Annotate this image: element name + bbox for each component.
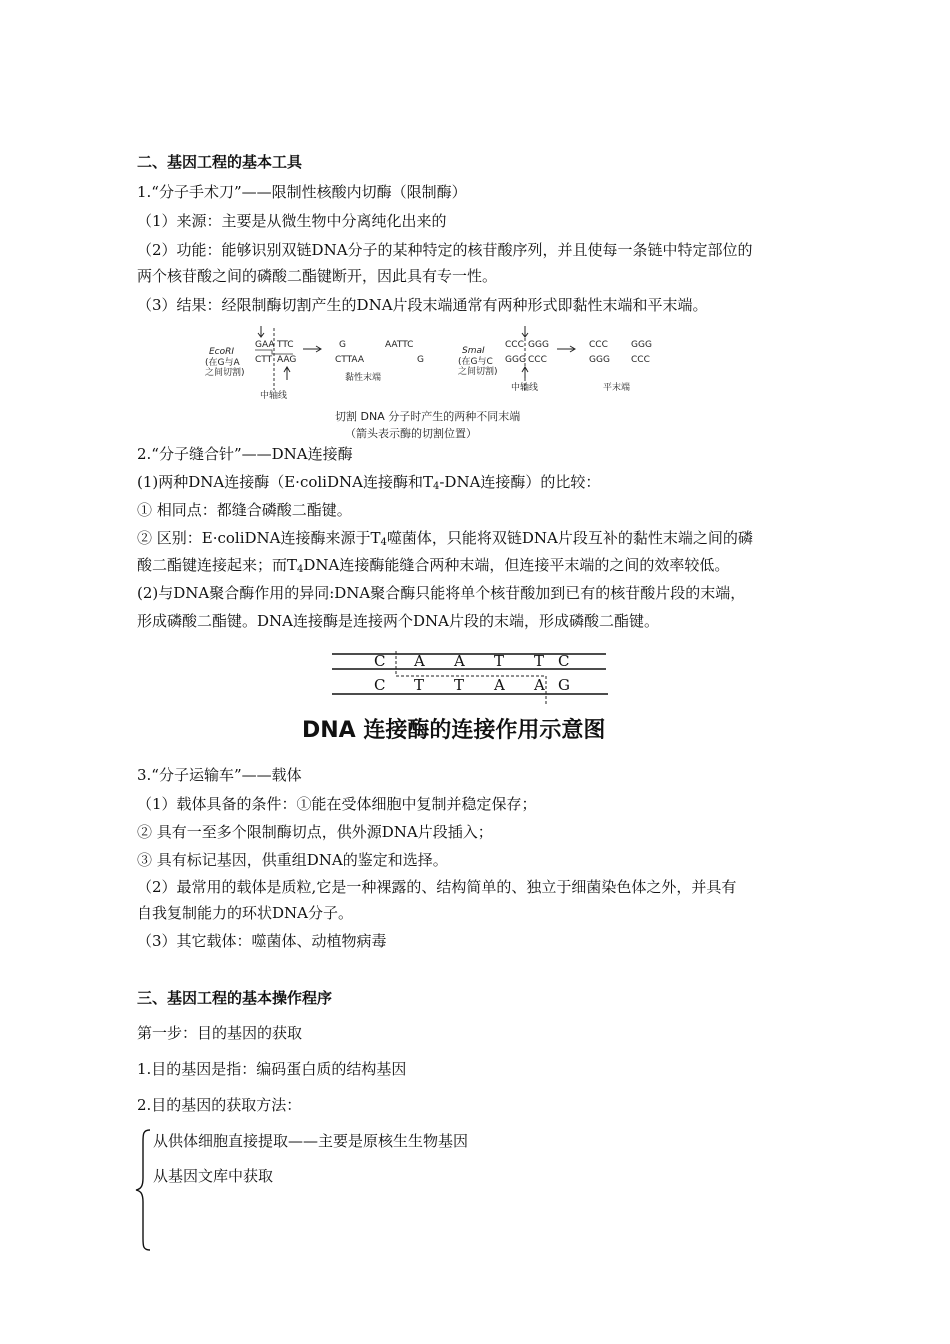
seq-gaa: GAA — [255, 340, 275, 350]
blunt-ggg2: GGG — [589, 355, 610, 365]
item2-title: 2.“分子缝合针”——DNA连接酶 — [137, 445, 353, 463]
item2-diff-a-post: 噬菌体，只能将双链DNA片段互补的黏性末端之间的磷 — [386, 529, 753, 547]
item1-result: （3）结果：经限制酶切割产生的DNA片段末端通常有两种形式即黏性末端和平末端。 — [137, 296, 708, 314]
item1-title: 1.“分子手术刀”——限制性核酸内切酶（限制酶） — [137, 183, 467, 201]
item2-polymerase-line1: (2)与DNA聚合酶作用的异同:DNA聚合酶只能将单个核苷酸加到已有的核苷酸片段的末端， — [137, 584, 746, 602]
top-strand-base-2: A — [414, 652, 425, 670]
axis-label-2: 中轴线 — [511, 383, 539, 393]
sticky-g2: G — [417, 355, 424, 365]
top-strand-base-5: T — [534, 652, 545, 670]
section3-heading: 三、基因工程的基本操作程序 — [137, 989, 333, 1007]
item2-diff-a-sub: 4 — [380, 537, 387, 548]
section2-heading: 二、基因工程的基本工具 — [137, 153, 303, 171]
bottom-strand-base-2: T — [414, 676, 425, 694]
bottom-strand-base-1: C — [374, 676, 386, 694]
axis-label-1: 中轴线 — [260, 391, 288, 401]
fig1-caption2: （箭头表示酶的切割位置） — [345, 427, 477, 440]
bottom-strand-base-6: G — [558, 676, 570, 694]
method-direct-extraction: 从供体细胞直接提取——主要是原核生生物基因 — [153, 1132, 469, 1150]
sticky-g: G — [339, 340, 346, 350]
step1: 第一步：目的基因的获取 — [137, 1024, 303, 1042]
smai-label: SmaⅠ — [462, 346, 485, 356]
item2-compare-sub: 4 — [432, 481, 440, 492]
seq-ttc: TTC — [277, 340, 294, 350]
target-gene-definition: 1.目的基因是指：编码蛋白质的结构基因 — [137, 1060, 407, 1078]
item2-diff-line2 — [137, 555, 729, 580]
item2-same: ① 相同点：都缝合磷酸二酯键。 — [137, 501, 352, 519]
brace — [133, 1128, 153, 1252]
item2-polymerase-line2: 形成磷酸二酯键。DNA连接酶是连接两个DNA片段的末端，形成磷酸二酯键。 — [137, 612, 659, 630]
item3-condition2: ② 具有一至多个限制酶切点，供外源DNA片段插入； — [137, 823, 493, 841]
restriction-cut-figure — [195, 322, 675, 444]
top-strand-base-1: C — [374, 652, 386, 670]
sticky-aattc: AATTC — [385, 340, 414, 350]
ligase-figure — [296, 645, 656, 745]
bottom-strand-base-5: A — [534, 676, 545, 694]
seq-ggg2: GGG — [505, 355, 526, 365]
seq-aag: AAG — [277, 355, 297, 365]
target-gene-methods: 2.目的基因的获取方法： — [137, 1096, 302, 1114]
item1-function-line2: 两个核苷酸之间的磷酸二酯键断开，因此具有专一性。 — [137, 267, 498, 285]
seq-ccc2: CCC — [528, 355, 547, 365]
fig1-caption1: 切割 DNA 分子时产生的两种不同末端 — [335, 410, 521, 423]
top-strand-base-4: T — [494, 652, 505, 670]
smai-note2: 之间切割) — [458, 367, 498, 377]
blunt-ccc: CCC — [589, 340, 608, 350]
item2-diff-a-pre: ② 区别：E·coliDNA连接酶来源于T — [137, 529, 381, 547]
bottom-strand-base-4: A — [494, 676, 505, 694]
top-strand-base-3: A — [454, 652, 465, 670]
item3-plasmid-line1: （2）最常用的载体是质粒,它是一种裸露的、结构简单的、独立于细菌染色体之外，并具有 — [137, 878, 737, 896]
ecori-note2: 之间切割) — [205, 368, 245, 378]
sticky-cttaa: CTTAA — [335, 355, 364, 365]
ligase-figure-title: DNA 连接酶的连接作用示意图 — [302, 718, 606, 743]
item3-conditions: （1）载体具备的条件：①能在受体细胞中复制并稳定保存； — [137, 795, 537, 813]
item2-compare — [137, 472, 600, 497]
seq-ggg: GGG — [528, 340, 549, 350]
item3-title: 3.“分子运输车”——载体 — [137, 766, 302, 784]
item1-function-line1: （2）功能：能够识别双链DNA分子的某种特定的核苷酸序列，并且使每一条链中特定部位的 — [137, 241, 753, 259]
blunt-ccc2: CCC — [631, 355, 650, 365]
item2-compare-pre: (1)两种DNA连接酶（E·coliDNA连接酶和T — [137, 473, 433, 491]
item2-compare-post: -DNA连接酶）的比较： — [439, 473, 601, 491]
item2-diff-b-pre: 酸二酯键连接起来；而T — [137, 556, 298, 574]
sticky-end-label: 黏性末端 — [345, 373, 382, 383]
item3-condition3: ③ 具有标记基因，供重组DNA的鉴定和选择。 — [137, 851, 448, 869]
item2-diff-b-post: DNA连接酶能缝合两种末端，但连接平末端的之间的效率较低。 — [303, 556, 730, 574]
top-strand-base-6: C — [558, 652, 570, 670]
item3-plasmid-line2: 自我复制能力的环状DNA分子。 — [137, 904, 353, 922]
blunt-end-label: 平末端 — [603, 383, 631, 393]
bottom-strand-base-3: T — [454, 676, 465, 694]
smai-note1: (在G与C — [458, 357, 493, 367]
item3-other: （3）其它载体：噬菌体、动植物病毒 — [137, 932, 387, 950]
item1-source: （1）来源：主要是从微生物中分离纯化出来的 — [137, 212, 447, 230]
blunt-ggg: GGG — [631, 340, 652, 350]
item2-diff-b-sub: 4 — [297, 564, 304, 575]
seq-ccc: CCC — [505, 340, 524, 350]
ecori-label: EcoRⅠ — [209, 347, 235, 357]
method-gene-library: 从基因文库中获取 — [153, 1167, 274, 1185]
item2-diff-line1 — [137, 528, 753, 553]
seq-ctt: CTT — [255, 355, 273, 365]
ecori-note1: (在G与A — [205, 358, 240, 368]
